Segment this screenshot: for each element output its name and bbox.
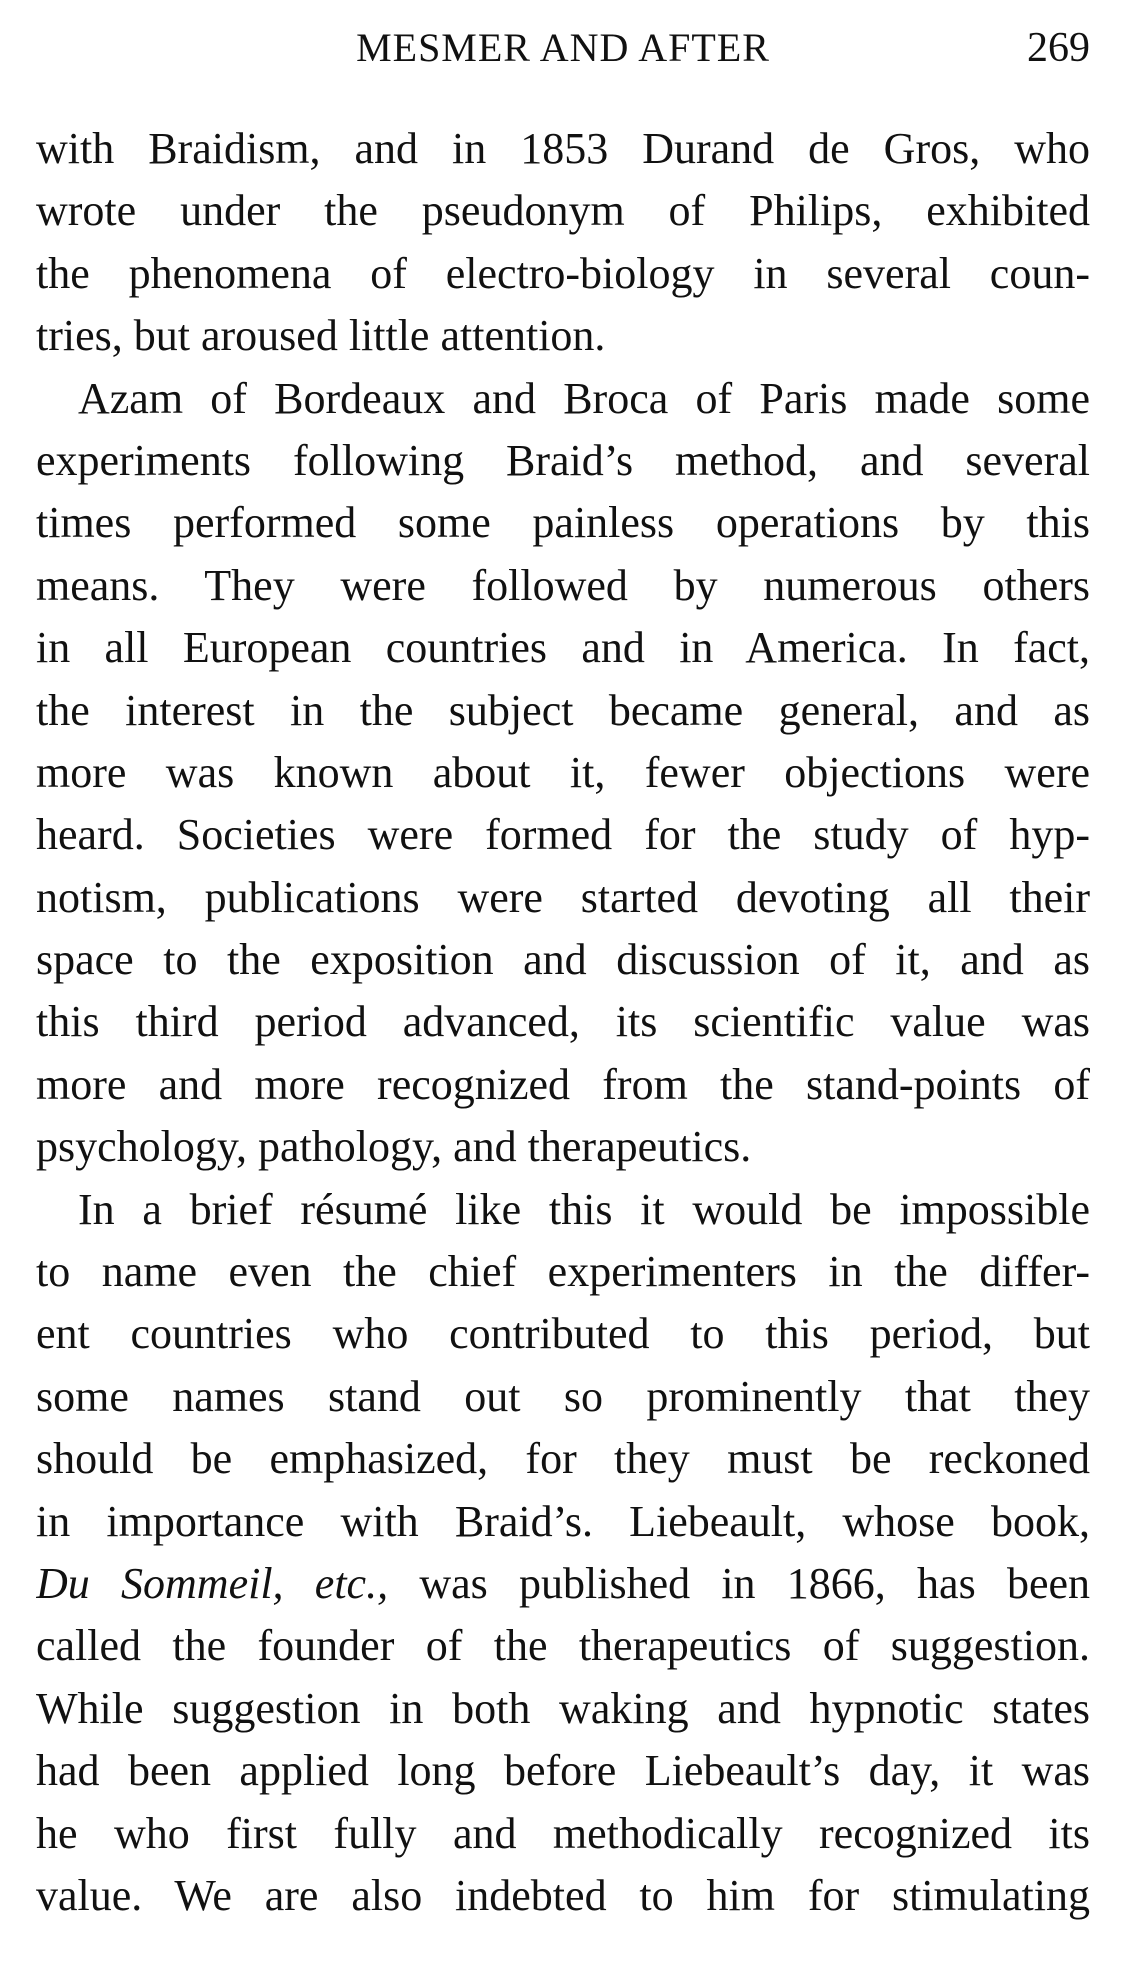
book-title-italic: Du Sommeil, etc., — [36, 1558, 389, 1608]
text-line: should be emphasized, for they must be reckoned — [36, 1434, 1090, 1484]
text-line: more and more recognized from the stand-points of — [36, 1059, 1090, 1109]
text-line: psychology, pathology, and therapeutics. — [36, 1122, 752, 1172]
text-line-rest: was published in 1866, has been — [388, 1558, 1090, 1608]
text-line: While suggestion in both waking and hypnotic states — [36, 1683, 1090, 1733]
text-line: this third period advanced, its scientific value was — [36, 997, 1090, 1047]
text-line: Azam of Bordeaux and Broca of Paris made some — [78, 373, 1090, 423]
text-line: space to the exposition and discussion of it, and as — [36, 935, 1090, 985]
text-line: more was known about it, fewer objections were — [36, 747, 1090, 797]
text-line: with Braidism, and in 1853 Durand de Gros, who — [36, 124, 1090, 173]
text-line: wrote under the pseudonym of Philips, exhibited — [36, 186, 1090, 236]
text-line: the interest in the subject became general, and as — [36, 685, 1090, 735]
body-text — [36, 118, 1090, 1927]
text-line: experiments following Braid’s method, and several — [36, 435, 1090, 485]
text-line: the phenomena of electro-biology in several coun- — [36, 248, 1090, 298]
running-title: MESMER AND AFTER — [356, 25, 770, 70]
text-line: ent countries who contributed to this period, but — [36, 1309, 1090, 1359]
text-line: notism, publications were started devoting all their — [36, 872, 1090, 922]
text-line: means. They were followed by numerous others — [36, 560, 1090, 610]
text-line: in importance with Braid’s. Liebeault, whose book, — [36, 1496, 1090, 1546]
page-number: 269 — [1027, 25, 1090, 71]
text-line: In a brief résumé like this it would be impossible — [78, 1184, 1090, 1234]
text-line: to name even the chief experimenters in the differ- — [36, 1247, 1090, 1297]
text-line: called the founder of the therapeutics of suggestion. — [36, 1621, 1090, 1671]
text-line: he who first fully and methodically recognized its — [36, 1808, 1090, 1858]
text-line: had been applied long before Liebeault’s day, it was — [36, 1746, 1090, 1796]
text-line: heard. Societies were formed for the study of hyp- — [36, 810, 1090, 860]
text-line-with-italic-title — [36, 1553, 1090, 1615]
text-line: some names stand out so prominently that they — [36, 1371, 1090, 1421]
text-line: value. We are also indebted to him for stimulating — [36, 1870, 1090, 1920]
text-line: times performed some painless operations by this — [36, 498, 1090, 548]
text-line: tries, but aroused little attention. — [36, 311, 606, 361]
text-line: in all European countries and in America. In fact, — [36, 623, 1090, 673]
running-head — [36, 18, 1090, 78]
